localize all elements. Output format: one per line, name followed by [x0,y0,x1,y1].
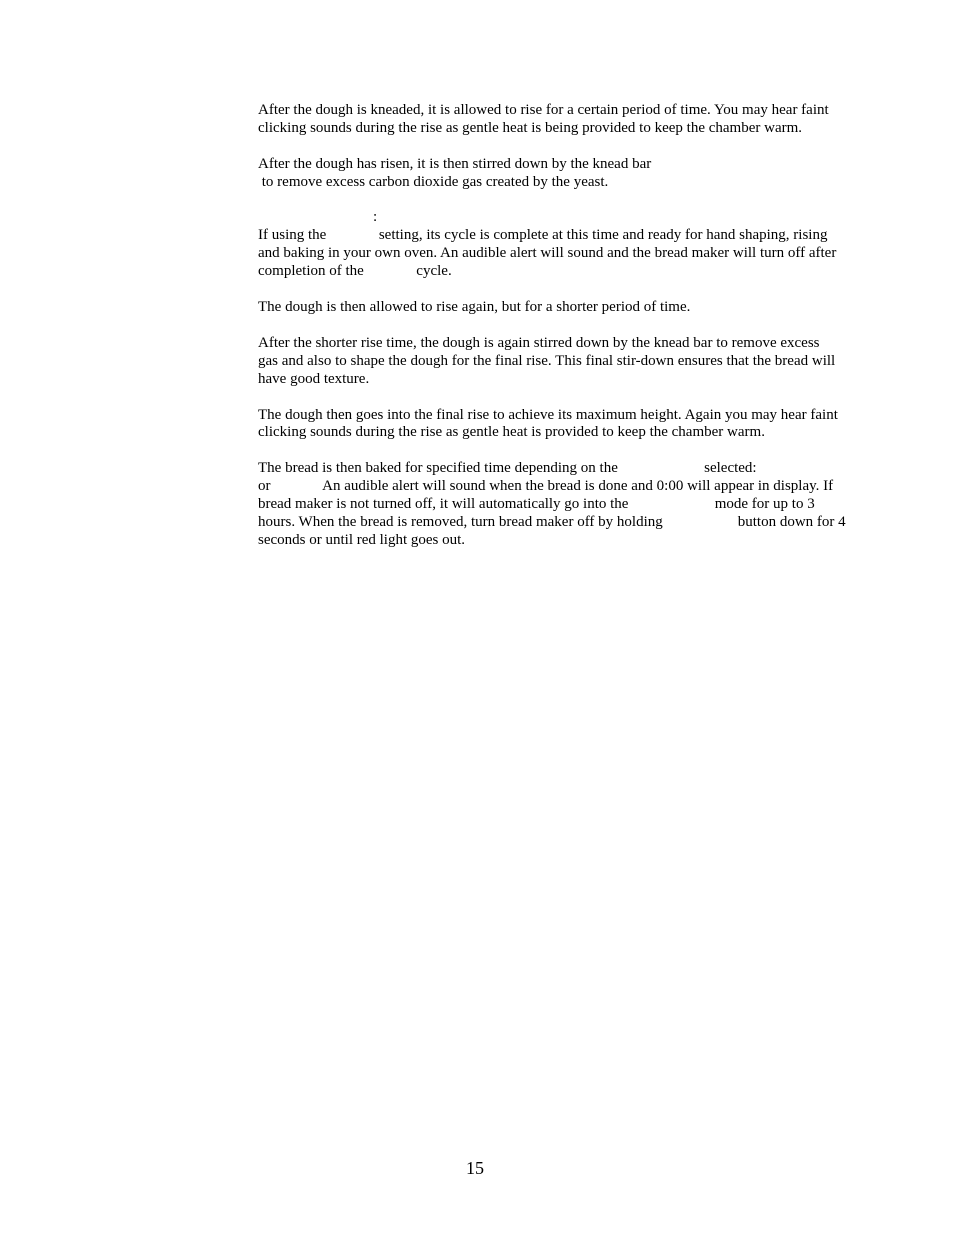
paragraph-7-line-5: seconds or until red light goes out. [258,532,466,548]
paragraph-2-line-1: After the dough has risen, it is then stirred down by the knead bar [258,156,652,172]
paragraph-1-line-2: clicking sounds during the rise as gentle heat is being provided to keep the chamber warm. [258,120,803,136]
paragraph-3-line-1: : [373,209,378,225]
paragraph-3-line-4: completion of the cycle. [258,263,452,279]
paragraph-1-line-1: After the dough is kneaded, it is allowed to rise for a certain period of time. You may hear faint [258,102,829,118]
paragraph-7-line-4: hours. When the bread is removed, turn bread maker off by holding button down for 4 [258,514,846,530]
paragraph-5-line-2: gas and also to shape the dough for the final rise. This final stir-down ensures that the bread will [258,353,836,369]
paragraph-7-line-3: bread maker is not turned off, it will automatically go into the mode for up to 3 [258,496,815,512]
paragraph-4-line-1: The dough is then allowed to rise again, but for a shorter period of time. [258,299,691,315]
paragraph-6-line-1: The dough then goes into the final rise to achieve its maximum height. Again you may hear faint [258,407,838,423]
paragraph-5-line-1: After the shorter rise time, the dough is again stirred down by the knead bar to remove excess [258,335,820,351]
paragraph-5-line-3: have good texture. [258,371,370,387]
paragraph-2-line-2: to remove excess carbon dioxide gas created by the yeast. [258,174,609,190]
page-number: 15 [466,1158,484,1178]
paragraph-6-line-2: clicking sounds during the rise as gentle heat is provided to keep the chamber warm. [258,424,765,440]
paragraph-3-line-3: and baking in your own oven. An audible alert will sound and the bread maker will turn off after [258,245,837,261]
paragraph-3-line-2: If using the setting, its cycle is complete at this time and ready for hand shaping, rising [258,227,828,243]
paragraph-7-line-1: The bread is then baked for specified time depending on the selected: [258,460,757,476]
paragraph-7-line-2: or An audible alert will sound when the bread is done and 0:00 will appear in display. If [258,478,834,494]
